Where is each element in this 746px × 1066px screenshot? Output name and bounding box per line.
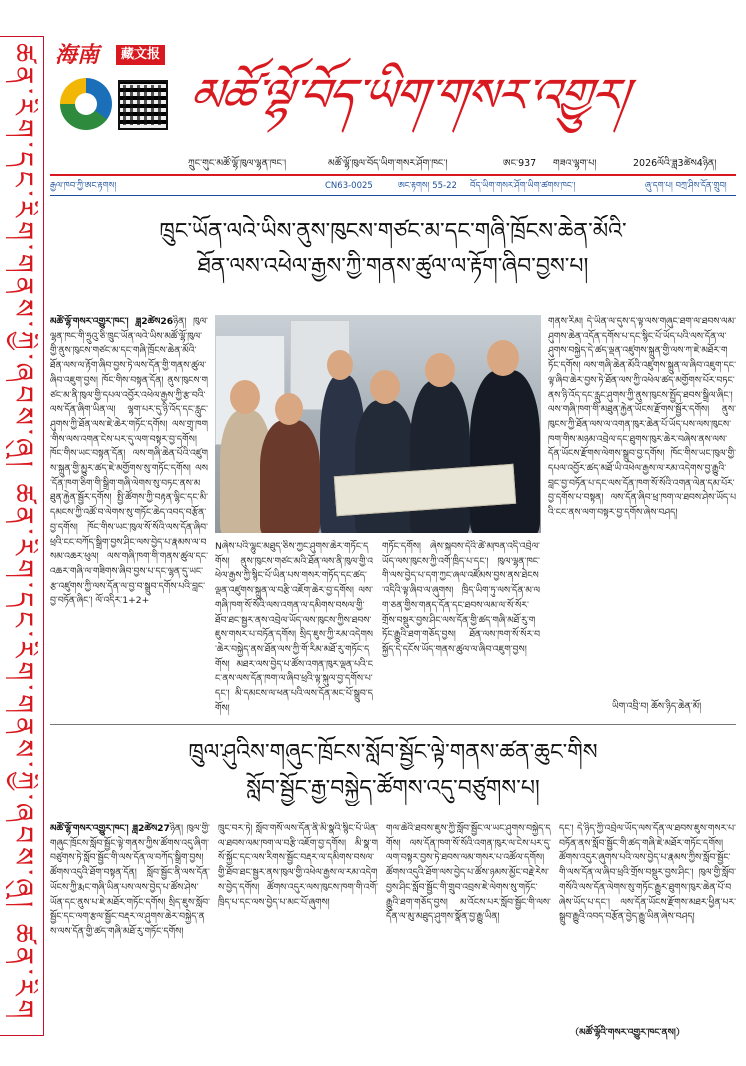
article2-column-4 (559, 822, 736, 1022)
article1-col1-text: ཉིན། ཁུལ་ལྷན་ཁང་གི་ཧྲུའུ་ཅི་ཁྲུང་ཡོན་ལའེ་ཡིས་མཚོ་ལྷོ་ཁུལ་གྱི་ནུས་ཁུངས་གཙང་མ་དང་གཞི་ཁྲོངས་ཆེན་མོའི་ཐོན་ལས་ལ་རྟོག་ཞིབ་བྱས་ཏེ་ལས་དོན་གྱི་གནས་ཚུལ་ཞིབ་འཇུག་བྱས། ཁོང་གིས་བསྟན་དོན། ནུས་ཁུངས་གཙང་མ་ནི་ཁུལ་གྱི་དཔལ་འབྱོར་འཕེལ་རྒྱས་ཀྱི་རྩ་བའི་ལས་དོན་ཞིག་ཡིན་ལ། ལྷག་པར་དུ་ཉི་འོད་དང་རླུང་ཤུགས་ཀྱི་ཐོན་ལས་ཇེ་ཆེར་གཏོང་དགོས། ལས་གྲྭ་ཁག་གིས་ལས་འགན་ངེས་པར་དུ་ལག་བསྟར་བྱ་དགོས། ཁོང་གིས་ཡང་བསྟན་དོན། ལས་གཞི་ཆེན་པོའི་འཛུགས་སྐྲུན་གྱི་མྱུར་ཚད་ཇེ་མགྱོགས་སུ་གཏོང་དགོས། ལས་དོན་ཁག་ཅིག་གི་སྒྲིག་གཞི་ལེགས་སུ་བཏང་ནས་མཐུན་རྐྱེན་སྦྱོར་དགོས། སྤྱི་ཚོགས་ཀྱི་བརྟན་ལྷིང་དང་མི་དམངས་ཀྱི་འཚོ་བ་ལེགས་སུ་གཏོང་ཆེད་འབད་བརྩོན་བྱ་དགོས། ཁོང་གིས་ཡང་ཁུལ་སོ་སོའི་ལས་དོན་ཞིབ་ཕྲའི་ངང་བཀོད་སྒྲིག་བྱས་ཤིང་ལས་བྱེད་པ་རྣམས་ལ་བསམ་འཆར་ཕུལ། ལས་གཞི་ཁག་གི་གནས་ཚུལ་དང་འཆར་གཞི་ལ་གཟིགས་ཞིབ་བྱས་པ་དང་ལྷན་དུ་ཡང་རྩ་འཛུགས་ཀྱི་ལས་དོན་ལ་བྱ་བ་སྒྲུབ་དགོས་པའི་བླང་བྱ་བཏོན་ཞིང་། ལོ་འདིར་1+2+ (50, 316, 208, 607)
meta-center: བོད་ཡིག་གསར་ཤོག་ཡིག་ཚགས་ཁང་། (470, 181, 576, 191)
article2-col3-text: གལ་ཆེའི་ཐབས་ཇུས་ཀྱི་སློབ་སྦྱོང་ལ་ཡང་ཤུགས་བསྐྱེད་དགོས། ལས་དོན་ཁག་སོ་སོའི་འགན་ཁུར་ལ་ངེས་པར་དུ་ལག་བསྟར་བྱས་ཏེ་ཐབས་ལམ་གསར་པ་འཚོལ་དགོས། ཚོགས་འདུའི་ཐོག་ལས་བྱེད་པ་ཚོས་ཉམས་མྱོང་བརྗེ་རེས་བྱས་ཤིང་སློབ་སྦྱོང་གི་གྲུབ་འབྲས་ཇེ་ལེགས་སུ་གཏོང་རྒྱུའི་ཐག་གཅོད་བྱས། མ་འོངས་པར་སློབ་སྦྱོང་གི་ལས་དོན་ལ་མུ་མཐུད་ཤུགས་སྣོན་བྱ་རྒྱུ་ཡིན། (386, 823, 551, 923)
article2-column-2 (218, 822, 378, 982)
article2-signoff: （མཚོ་ལྷོའི་གསར་འགྱུར་ཁང་ནས།） (570, 1027, 686, 1038)
article2-dateline: མཚོ་ལྷོ་གསར་འགྱུར་ཁང་། ཟླ2ཚེས27 (50, 823, 170, 834)
article2-col4-text: དང་། དེ་ཉིད་ཀྱི་འབྲེལ་ཡོད་ལས་དོན་ལ་ཐབས་ཇུས་གསར་པ་བཏོན་ནས་སློབ་སྦྱོང་གི་ཚད་གཞི་ཇེ་མཐོར་གཏོང་དགོས། ཚོགས་འདུར་ཞུགས་པའི་ལས་བྱེད་པ་རྣམས་ཀྱིས་སློབ་སྦྱོང་གི་ལས་དོན་ལ་ཞིབ་ཕྲའི་གྲོས་བསྡུར་བྱས་ཤིང་། ཁུལ་གྱི་སློབ་གསོའི་ལས་དོན་ལེགས་སུ་གཏོང་རྒྱུར་ཐུགས་ཁུར་ཆེན་པོ་བཞེས་ཡོད་པ་དང་། ལས་དོན་ཡོངས་རྫོགས་མཐར་ཕྱིན་པར་སྒྲུབ་རྒྱུའི་འབད་བརྩོན་བྱེད་རྒྱུ་ཡིན་ཞེས་བཤད། (559, 823, 736, 923)
article1-col4-text: གནས་རིམ། དེ་ཡིན་ལ་དུས་ད་ལྟ་ལས་གཞུང་ཐག་ལ་ཐབས་ལམ་ཤུགས་ཆེན་འདོན་དགོས་པ་དང་སྙིང་པོ་ཡོད་པའི་ལས་དོན་ལ་ཤུགས་བསྐྱེད་དེ་ཚད་ལྡན་འཛུགས་སྐྲུན་གྱི་ལས་ཀ་ཇེ་མཐོར་གཏོང་དགོས། ལས་གཞི་ཆེན་མོའི་འཛུགས་སྐྲུན་ལ་ཞིབ་འཇུག་དང་ལྟ་ཞིབ་ཆེར་བྱས་ཏེ་ཐོན་ལས་ཀྱི་འཕེལ་ཚད་མགྱོགས་པོར་བཏང་ནས་ཉི་འོད་དང་རླུང་ཤུགས་ཀྱི་ནུས་ཁུངས་སྤྱོད་ཐབས་སྒྲིལ་ཞིང་། ལས་གཞི་ཁག་གི་མཐུན་རྐྱེན་ཡོངས་རྫོགས་སྦྱོར་དགོས། ནུས་ཁུངས་ཀྱི་ཐོན་ལས་ལ་འགན་ཁུར་ཆེན་པོ་ཡོད་པས་ལས་ཁུངས་ཁག་གིས་མཉམ་འབྲེལ་དང་ཐུགས་ཁུར་ཆེར་བཞེས་ནས་ལས་དོན་ཡོངས་རྫོགས་ལེགས་སྒྲུབ་བྱ་དགོས། ཁོང་གིས་ཡང་ཁུལ་གྱི་དཔལ་འབྱོར་ཚད་མཐོ་ཡི་འཕེལ་རྒྱས་ལ་རམ་འདེགས་བྱ་རྒྱུའི་བླང་བྱ་བཏོན་པ་དང་ལས་དོན་ཁག་སོ་སོའི་འགན་ལེན་དམ་པོར་བྱ་དགོས་པ་བསྟན། ལས་དོན་ཞིབ་ཕྲ་ཁག་ལ་ཐབས་ཤེས་ཡོད་པའི་ངང་ནས་ལག་བསྟར་བྱ་དགོས་ཞེས་བཤད། (548, 316, 736, 519)
logo-chinese: 海南 (55, 42, 100, 68)
info-weekday: གཟའ་ལྷག་པ། (553, 158, 597, 169)
article2-column-3 (386, 822, 551, 1052)
meta-code2: ཨང་རྟགས། 55-22 (398, 181, 457, 191)
article2-headline-line2[interactable]: སློབ་སྦྱོང་རྒྱ་བསྐྱེད་ཚོགས་འདུ་བཙུགས་པ། (246, 776, 540, 801)
article1-column-2 (215, 540, 373, 720)
logo-badge: 藏文报 (116, 45, 165, 65)
article-divider (50, 724, 736, 725)
photo-head-5 (425, 353, 455, 387)
info-date: 2026ལོའི་ཟླ3ཚེས4ཉིན། (633, 158, 717, 169)
article1-signoff: ཡིག་འབྲི་བ། ཆོས་ཉིད་ཆེན་མོ། (612, 701, 702, 712)
article1-column-4 (548, 315, 736, 690)
meta-bar (50, 178, 736, 194)
article2-col1-text: ཉིན། ཁུལ་གྱི་གཞུང་ཁྲོངས་སློབ་སྦྱོང་ལྟེ་གནས་ཀྱིས་ཚོགས་འདུ་ཞིག་བཙུགས་ཏེ་སློབ་སྦྱོང་གི་ལས་དོན་ལ་བཀོད་སྒྲིག་བྱས། ཚོགས་འདུའི་ཐོག་བསྟན་དོན། སློབ་སྦྱོང་ནི་ལས་དོན་ཡོངས་ཀྱི་རྨང་གཞི་ཡིན་པས་ལས་བྱེད་པ་ཚོས་ཤེས་ཡོན་དང་ནུས་པ་ཇེ་མཐོར་གཏོང་དགོས། སྲིད་ཇུས་སློབ་སྦྱོང་དང་ལག་རྩལ་སྦྱོང་བརྡར་ལ་ཤུགས་ཆེར་བསྐྱེད་ནས་ལས་དོན་གྱི་ཚད་གཞི་མཐོ་རུ་གཏོང་དགོས། (50, 823, 210, 937)
info-bar (188, 156, 736, 172)
masthead-title: མཚོ་ལྷོ་བོད་ཡིག་གསར་འགྱུར། (186, 68, 632, 122)
article1-column-1 (50, 315, 208, 720)
header-rule (50, 174, 736, 176)
photo-head-4 (370, 370, 400, 404)
article1-dateline: མཚོ་ལྷོ་གསར་འགྱུར་ཁང་། ཟླ2ཚེས26 (50, 316, 174, 327)
article1-col2-text: Nཞེས་པའི་ལྷུང་མཐུད་ཅིས་ཀྱང་ཤུགས་ཆེར་གཏོང་དགོས། ནུས་ཁུངས་གཙང་མའི་ཐོན་ལས་ནི་ཁུལ་གྱི་འཕེལ་རྒྱས་ཀྱི་སྙིང་པོ་ཡིན་པས་གསར་གཏོད་དང་ཚད་ལྡན་འཛུགས་སྐྲུན་ལ་བརྩི་འཇོག་ཆེར་བྱ་དགོས། ལས་གཞི་ཁག་སོ་སོའི་ལས་འགན་ལ་དམིགས་བསལ་གྱི་ཐོབ་ཐང་སྦྱར་ནས་འབྲེལ་ཡོད་ལས་ཁུངས་ཀྱིས་ཐབས་ཇུས་གསར་པ་བཏོན་དགོས། སྲིད་ཇུས་ཀྱི་རམ་འདེགས་ཆེར་བསྐྱེད་ནས་ཐོན་ལས་ཀྱི་གོ་རིམ་མཐོ་རུ་གཏོང་དགོས། མཐར་ལས་བྱེད་པ་ཚོས་འགན་ཁུར་ལྡན་པའི་ངང་ནས་ལས་དོན་ཁག་ལ་ཞིབ་ཕྲའི་ལྟ་སྐུལ་བྱ་དགོས་པ་དང་། མི་དམངས་ལ་ཕན་པའི་ལས་དོན་མང་པོ་སྒྲུབ་དགོས། (215, 541, 373, 714)
article2-col2-text: ཁྲུང་བར་ཏེ། སློབ་གསོ་ལས་དོན་ནི་མི་སྣའི་སྙིང་པོ་ཡིན་ལ་ཐབས་ལམ་ཁག་ལ་བརྩི་འཇོག་བྱ་དགོས། མི་སྣ་གསོ་སྐྱོང་དང་ལས་རིགས་སྦྱོང་བརྡར་ལ་དམིགས་བསལ་གྱི་ཐོབ་ཐང་སྦྱར་ནས་ཁུལ་གྱི་འཕེལ་རྒྱས་ལ་རམ་འདེགས་བྱེད་དགོས། ཚོགས་འདུར་ལས་ཁུངས་ཁག་གི་འགོ་ཁྲིད་པ་དང་ལས་བྱེད་པ་མང་པོ་ཞུགས། (218, 823, 378, 908)
article2-column-1 (50, 822, 210, 1052)
photo-person-2 (260, 420, 320, 533)
article1-column-3 (382, 540, 540, 685)
meta-rule (50, 195, 736, 196)
photo-head-3 (327, 350, 353, 380)
article2-headline-line1[interactable]: ཁྲུལ་ཤུའིས་གཞུང་ཁྲོངས་སློབ་སྦྱོང་ལྟེ་གནས་ཚན་ཆུང་གིས (188, 740, 598, 765)
meta-left: རྒྱལ་ཁབ་ཀྱི་ཨང་རྟགས། (50, 181, 117, 191)
photo-head-2 (275, 393, 303, 425)
info-sponsor: ཀྲུང་གུང་མཚོ་ལྷོ་ཁུལ་ལྷན་ཁང་། (188, 158, 287, 169)
article1-col3-text: གཏོང་དགོས། ཞེས་སྐབས་དེའི་ཚེ་མཁན་འདི་འབྲེལ་ཡོད་ལས་ཁུངས་ཀྱི་འགོ་ཁྲིད་པ་དང་། ཁུལ་ལྷན་ཁང་གི་ལས་བྱེད་པ་དག་ཀྱང་ཞལ་འཛོམས་བྱས་ནས་ཐེངས་འདིའི་ལྟ་ཞིབ་ལ་ཞུགས། ཁྲིད་ཡིག་ཏུ་ལས་དོན་མ་ལག་ཅན་གྱིས་གནད་དོན་དང་ཐབས་ལམ་ལ་སོ་སོར་གྲོས་བསྡུར་བྱས་ཤིང་ལས་དོན་གྱི་ཚད་གཞི་མཐོ་རུ་གཏོང་རྒྱུའི་ཐག་གཅོད་བྱས། ཐོན་ལས་ཁག་སོ་སོར་བསྐྱོད་དེ་དངོས་ཡོད་གནས་ཚུལ་ལ་ཞིབ་འཇུག་བྱས། (382, 541, 540, 655)
photo-head-6 (487, 340, 519, 376)
info-issue: ཨང་937 (503, 158, 537, 169)
meta-right: ཞུ་དག་པ། བཀྲ་ཤིས་དོན་གྲུབ། (645, 181, 727, 191)
qr-code-icon[interactable] (118, 80, 168, 130)
side-decorative-text: ཚན་རིག་དང་རིག་གནས་ཀྱི་ཞབས་ཞུ། ཚན་རིག་དང་རིག་གནས་ཀྱི་ཞབས་ཞུ། ཚན་རིག (7, 43, 38, 1023)
article1-headline-line2[interactable]: ཐོན་ལས་འཕེལ་རྒྱས་ཀྱི་གནས་ཚུལ་ལ་རྟོག་ཞིབ་བྱས་པ། (197, 254, 589, 279)
article1-photo[interactable] (215, 315, 541, 533)
meta-code1: CN63-0025 (325, 181, 373, 191)
photo-head-1 (230, 380, 260, 414)
side-border-frame (0, 36, 44, 1036)
info-publisher: མཚོ་ལྷོ་ཁུལ་བོད་ཡིག་གསར་ཤོག་ཁང་། (328, 158, 448, 169)
photo-person-6 (470, 370, 540, 533)
article1-headline-line1[interactable]: ཁྲུང་ཡོན་ལའེ་ཡིས་ནུས་ཁུངས་གཙང་མ་དང་གཞི་ཁྲོངས་ཆེན་མོའི་ (159, 219, 627, 244)
newspaper-emblem-icon (60, 78, 112, 130)
